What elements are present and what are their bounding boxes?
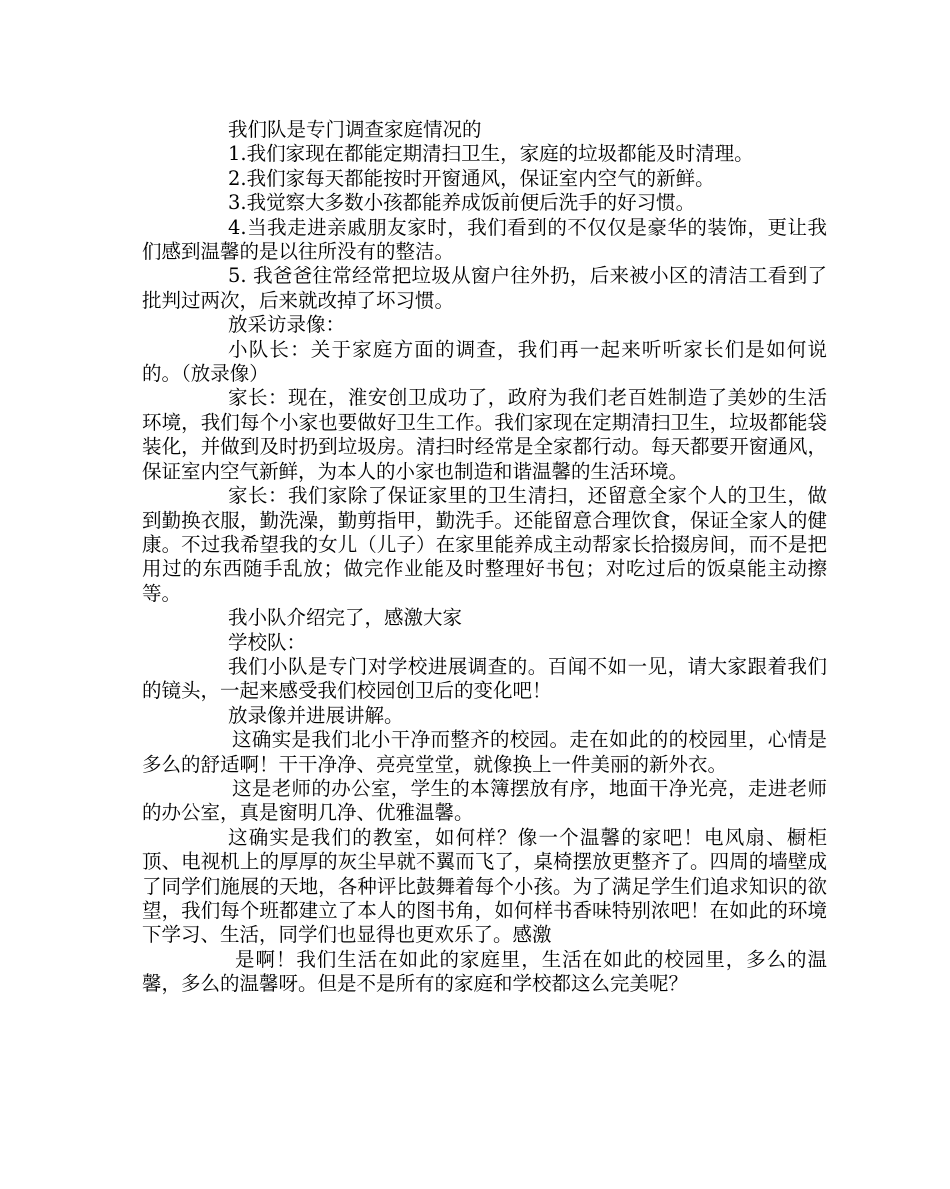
paragraph-parent-2: 家长：我们家除了保证家里的卫生清扫，还留意全家个人的卫生，做到勤换衣服，勤洗澡，勤剪指甲，勤洗手。还能留意合理饮食，保证全家人的健康。不过我希望我的女儿（儿子）在家里能养成主动帮家长拾掇房间，而不是把用过的东西随手乱放；做完作业能及时整理好书包；对吃过后的饭桌能主动擦等。 bbox=[142, 484, 827, 605]
paragraph-item-2: 2.我们家每天都能按时开窗通风，保证室内空气的新鲜。 bbox=[228, 166, 715, 190]
paragraph-family-closing: 我小队介绍完了，感激大家 bbox=[228, 606, 463, 630]
paragraph-family-team-intro: 我们队是专门调查家庭情况的 bbox=[228, 118, 482, 141]
paragraph-school-team-heading: 学校队： bbox=[228, 630, 307, 654]
paragraph-classroom: 这确实是我们的教室，如何样？像一个温馨的家吧！电风扇、橱柜顶、电视机上的厚厚的灰尘早就不翼而飞了，桌椅摆放更整齐了。四周的墙壁成了同学们施展的天地，各种评比鼓舞着每个小孩。为了满足学生们追求知识的欲望，我们每个班都建立了本人的图书角，如何样书香味特别浓吧！在如此的环境下学习、生活，同学们也显得也更欢乐了。感激 bbox=[142, 825, 827, 947]
paragraph-video-intro: 放采访录像： bbox=[228, 313, 346, 337]
paragraph-item-3: 3.我觉察大多数小孩都能养成饭前便后洗手的好习惯。 bbox=[228, 191, 696, 215]
paragraph-video-explain: 放录像并进展讲解。 bbox=[228, 703, 404, 727]
paragraph-captain-speech: 小队长：关于家庭方面的调查，我们再一起来听听家长们是如何说的。（放录像） bbox=[142, 337, 827, 386]
paragraph-conclusion: 是啊！我们生活在如此的家庭里，生活在如此的校园里，多么的温馨，多么的温馨呀。但是不是所有的家庭和学校都这么完美呢？ bbox=[142, 947, 827, 996]
paragraph-item-5: 5. 我爸爸往常经常把垃圾从窗户往外扔，后来被小区的清洁工看到了批判过两次，后来就改掉了坏习惯。 bbox=[142, 264, 827, 312]
paragraph-item-1: 1.我们家现在都能定期清扫卫生，家庭的垃圾都能及时清理。 bbox=[228, 142, 754, 166]
paragraph-school-team-intro: 我们小队是专门对学校进展调查的。百闻不如一见，请大家跟着我们的镜头，一起来感受我们校园创卫后的变化吧！ bbox=[142, 654, 827, 703]
paragraph-teacher-office: 这是老师的办公室，学生的本簿摆放有序，地面干净光亮，走进老师的办公室，真是窗明几净、优雅温馨。 bbox=[142, 776, 827, 825]
document-body bbox=[142, 118, 827, 997]
paragraph-campus: 这确实是我们北小干净而整齐的校园。走在如此的的校园里，心情是多么的舒适啊！干干净净、亮亮堂堂，就像换上一件美丽的新外衣。 bbox=[142, 728, 827, 776]
paragraph-item-4: 4.当我走进亲戚朋友家时，我们看到的不仅仅是豪华的装饰，更让我们感到温馨的是以往所没有的整洁。 bbox=[142, 215, 827, 264]
paragraph-parent-1: 家长：现在，淮安创卫成功了，政府为我们老百姓制造了美妙的生活环境，我们每个小家也要做好卫生工作。我们家现在定期清扫卫生，垃圾都能袋装化，并做到及时扔到垃圾房。清扫时经常是全家都行动。每天都要开窗通风，保证室内空气新鲜，为本人的小家也制造和谐温馨的生活环境。 bbox=[142, 386, 827, 483]
